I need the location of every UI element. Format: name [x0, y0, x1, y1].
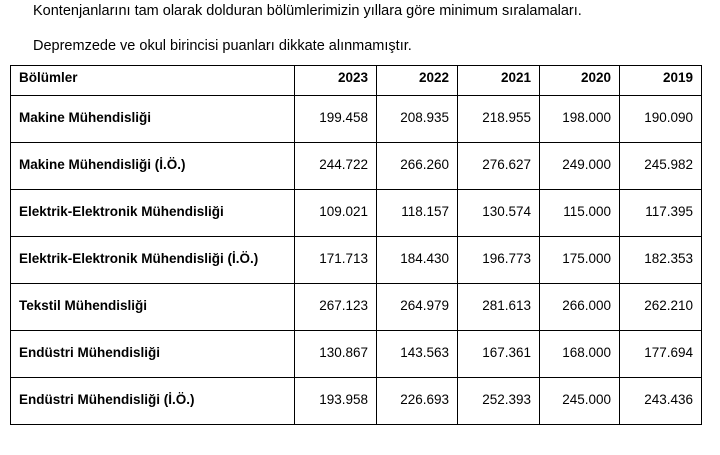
rank-value-2023: 130.867	[295, 331, 377, 378]
table-row	[11, 331, 702, 378]
column-header-2022: 2022	[377, 66, 458, 96]
column-header-2019: 2019	[620, 66, 702, 96]
rank-value-2022: 184.430	[377, 237, 458, 284]
table-row	[11, 96, 702, 143]
rank-value-2022: 143.563	[377, 331, 458, 378]
rank-value-2020: 198.000	[540, 96, 620, 143]
department-name: Makine Mühendisliği (İ.Ö.)	[11, 143, 295, 190]
rank-value-2023: 267.123	[295, 284, 377, 331]
rank-value-2023: 193.958	[295, 378, 377, 425]
rank-value-2021: 167.361	[458, 331, 540, 378]
intro-line-exclusion-note: Depremzede ve okul birincisi puanları dikkate alınmamıştır.	[33, 38, 412, 54]
rank-value-2020: 115.000	[540, 190, 620, 237]
rank-value-2023: 199.458	[295, 96, 377, 143]
rank-value-2020: 175.000	[540, 237, 620, 284]
table-row	[11, 143, 702, 190]
rank-value-2019: 182.353	[620, 237, 702, 284]
intro-line-contingency: Kontenjanlarını tam olarak dolduran bölümlerimizin yıllara göre minimum sıralamaları.	[33, 3, 582, 19]
rank-value-2019: 262.210	[620, 284, 702, 331]
rank-value-2023: 109.021	[295, 190, 377, 237]
table-row	[11, 237, 702, 284]
rank-value-2021: 196.773	[458, 237, 540, 284]
ranking-table-header	[11, 66, 702, 96]
department-name: Elektrik-Elektronik Mühendisliği (İ.Ö.)	[11, 237, 295, 284]
header-row	[11, 66, 702, 96]
rank-value-2020: 168.000	[540, 331, 620, 378]
rank-value-2022: 118.157	[377, 190, 458, 237]
rank-value-2022: 266.260	[377, 143, 458, 190]
rank-value-2019: 243.436	[620, 378, 702, 425]
rank-value-2020: 249.000	[540, 143, 620, 190]
table-row	[11, 284, 702, 331]
column-header-departments: Bölümler	[11, 66, 295, 96]
rank-value-2023: 244.722	[295, 143, 377, 190]
rank-value-2020: 266.000	[540, 284, 620, 331]
rank-value-2021: 252.393	[458, 378, 540, 425]
rank-value-2021: 130.574	[458, 190, 540, 237]
rank-value-2019: 190.090	[620, 96, 702, 143]
department-name: Elektrik-Elektronik Mühendisliği	[11, 190, 295, 237]
ranking-table	[10, 65, 702, 425]
table-row	[11, 378, 702, 425]
rank-value-2022: 226.693	[377, 378, 458, 425]
rank-value-2022: 264.979	[377, 284, 458, 331]
rank-value-2020: 245.000	[540, 378, 620, 425]
rank-value-2022: 208.935	[377, 96, 458, 143]
column-header-2023: 2023	[295, 66, 377, 96]
department-name: Endüstri Mühendisliği	[11, 331, 295, 378]
rank-value-2021: 281.613	[458, 284, 540, 331]
rank-value-2021: 218.955	[458, 96, 540, 143]
rank-value-2019: 117.395	[620, 190, 702, 237]
rank-value-2019: 177.694	[620, 331, 702, 378]
table-row	[11, 190, 702, 237]
rank-value-2023: 171.713	[295, 237, 377, 284]
department-name: Endüstri Mühendisliği (İ.Ö.)	[11, 378, 295, 425]
column-header-2020: 2020	[540, 66, 620, 96]
column-header-2021: 2021	[458, 66, 540, 96]
department-name: Tekstil Mühendisliği	[11, 284, 295, 331]
rank-value-2021: 276.627	[458, 143, 540, 190]
department-name: Makine Mühendisliği	[11, 96, 295, 143]
ranking-table-body	[11, 96, 702, 425]
rank-value-2019: 245.982	[620, 143, 702, 190]
